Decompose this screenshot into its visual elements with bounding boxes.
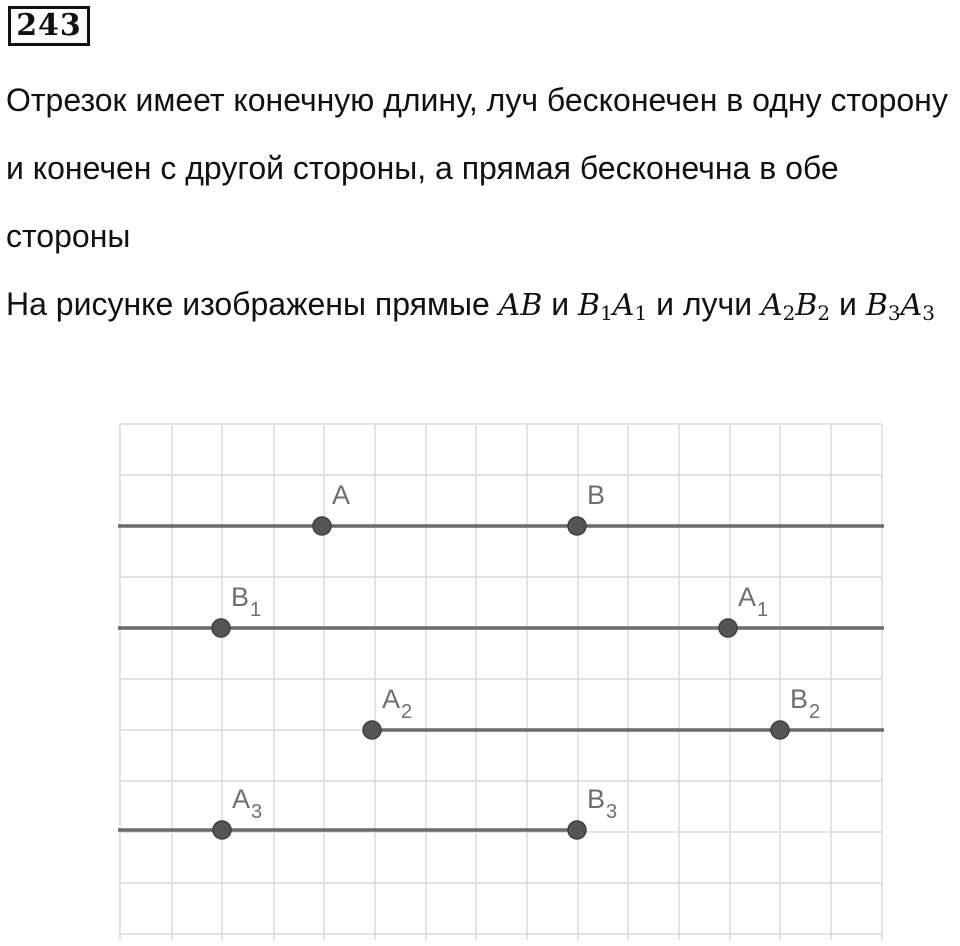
- point-label-A2: A: [382, 684, 401, 714]
- point-label-B1: B: [231, 582, 250, 612]
- point-A3: [213, 821, 231, 839]
- point-label-sub-A2: 2: [401, 701, 413, 723]
- point-A2: [363, 721, 381, 739]
- answer-conj2: и: [830, 286, 866, 322]
- math-B1A1: $B_1A_1$: [578, 288, 648, 325]
- point-label-sub-B1: 1: [250, 599, 262, 621]
- point-label-sub-B2: 2: [809, 701, 821, 723]
- answer-conj1: и: [542, 286, 579, 322]
- point-label-A: A: [332, 480, 351, 510]
- problem-number: 243: [8, 6, 90, 46]
- math-A2B2: $A_2B_2$: [760, 288, 831, 325]
- answer-mid: и лучи: [647, 286, 761, 322]
- point-label-A3: A: [232, 784, 251, 814]
- point-label-B: B: [587, 480, 606, 510]
- point-label-A1: A: [738, 582, 757, 612]
- math-B3A3: $B_3A_3$: [865, 288, 935, 325]
- point-label-sub-A1: 1: [757, 599, 769, 621]
- point-B: [568, 517, 586, 535]
- math-AB: AB: [498, 288, 543, 323]
- point-label-sub-B3: 3: [606, 801, 618, 823]
- point-label-sub-A3: 3: [251, 801, 263, 823]
- grid: [120, 424, 882, 940]
- definition-paragraph: Отрезок имеет конечную длину, луч бесконечен в одну сторону и конечен с другой стороны, а прямая бесконечна в обе стороны: [6, 82, 948, 254]
- point-A: [313, 517, 331, 535]
- point-label-B2: B: [790, 684, 809, 714]
- point-B1: [212, 619, 230, 637]
- point-B3: [568, 821, 586, 839]
- point-B2: [771, 721, 789, 739]
- point-A1: [719, 619, 737, 637]
- point-label-B3: B: [587, 784, 606, 814]
- answer-lead: На рисунке изображены прямые: [6, 286, 499, 322]
